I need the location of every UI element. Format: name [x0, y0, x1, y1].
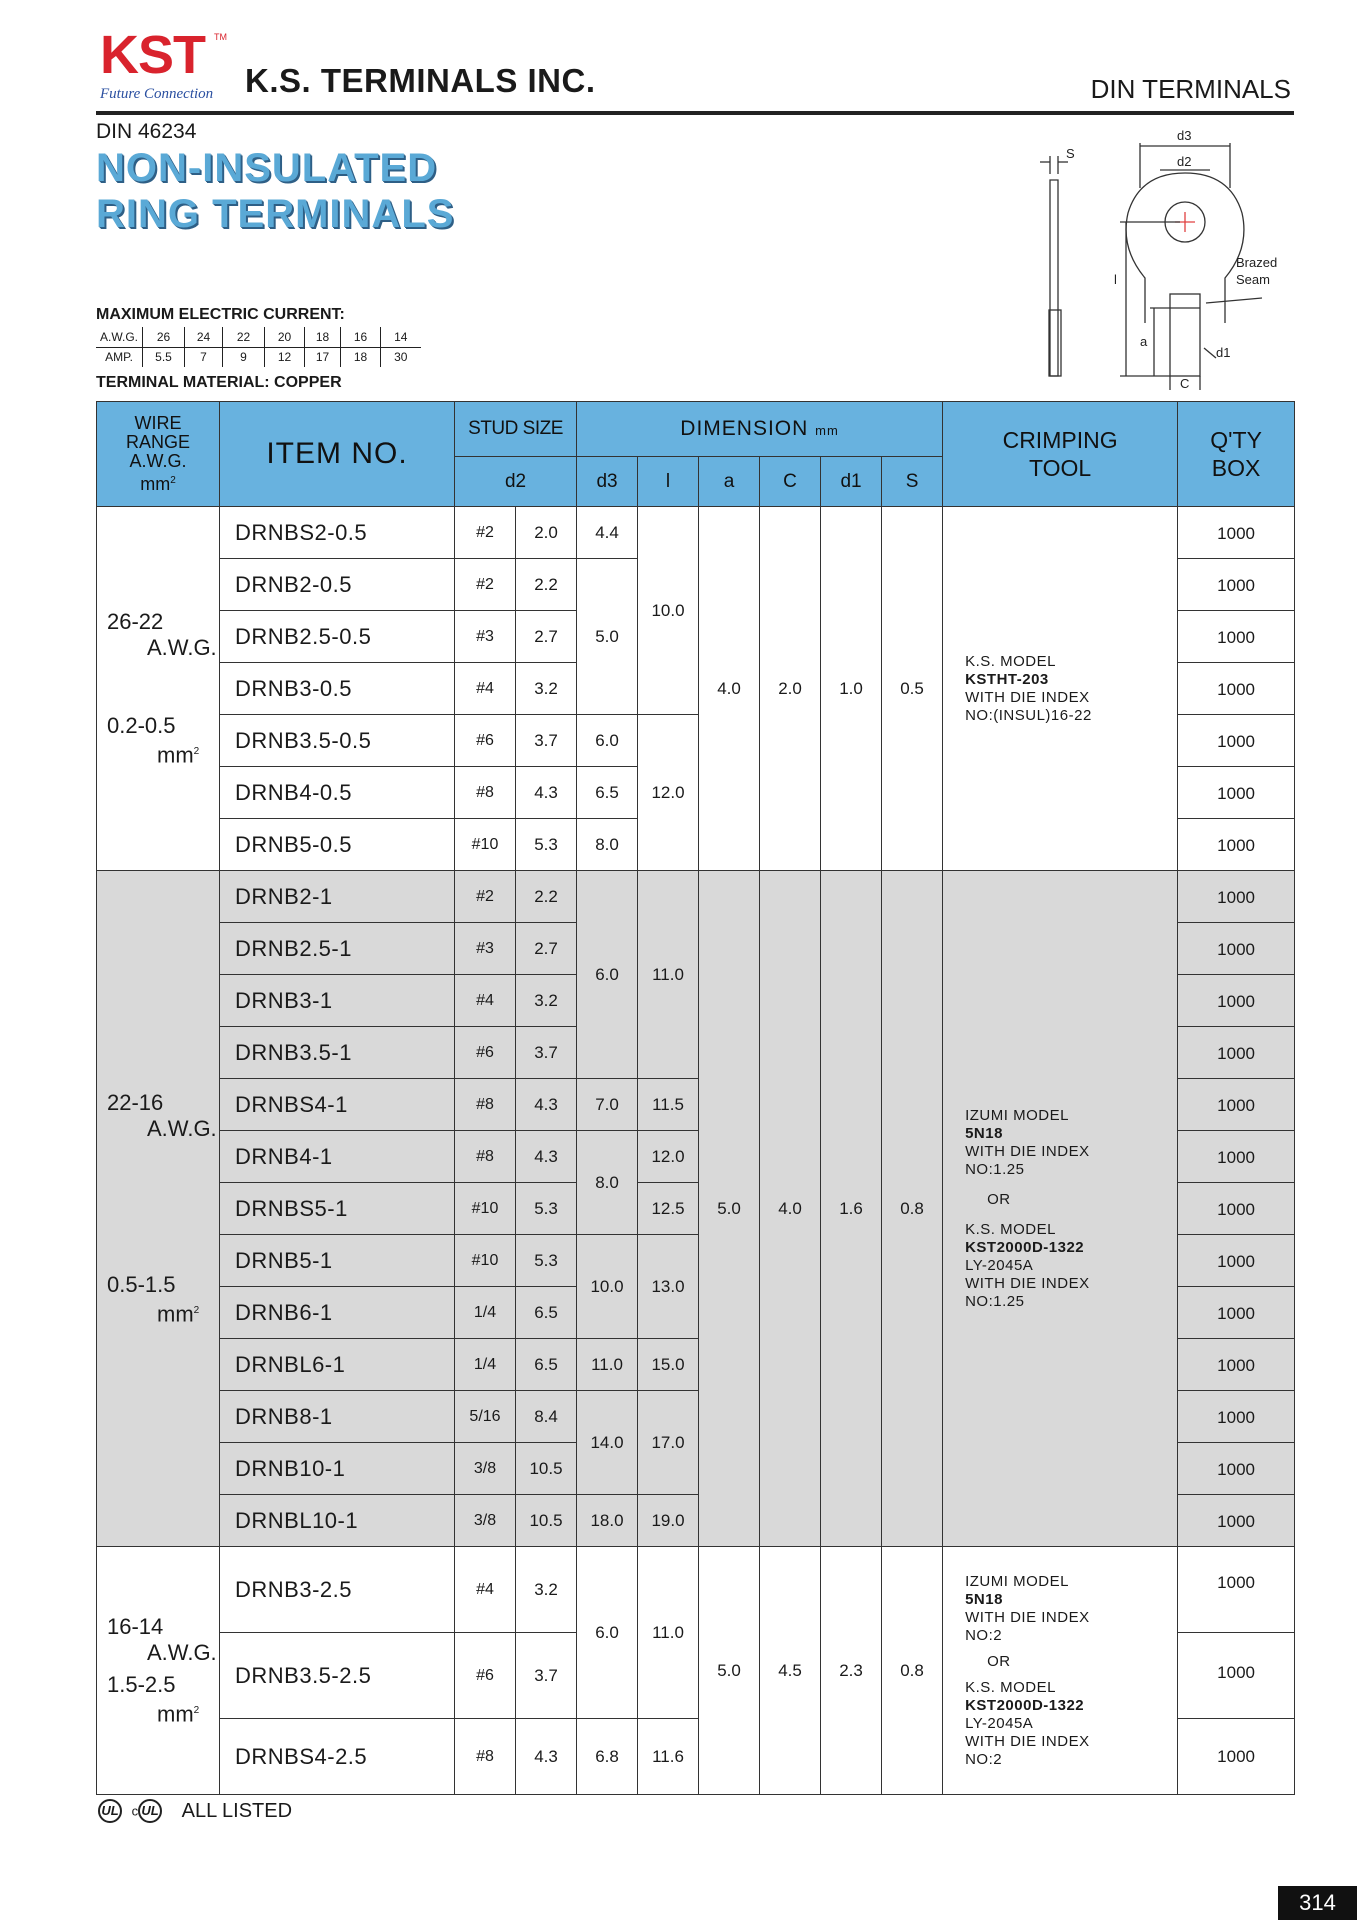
stud-size: #2 [455, 559, 516, 611]
awg-cell: 16 [341, 327, 381, 347]
c-value: 4.5 [760, 1547, 821, 1795]
tool-model: 5N18 [965, 1590, 1003, 1608]
stud-size: #4 [455, 1547, 516, 1633]
dim-l-label: l [1114, 272, 1117, 287]
qty-value: 1000 [1178, 1719, 1295, 1795]
tool-line: NO:1.25 [965, 1292, 1025, 1310]
qty-value: 1000 [1178, 1495, 1295, 1547]
qty-value: 1000 [1178, 1027, 1295, 1079]
item-no: DRNB5-0.5 [220, 819, 455, 871]
item-no: DRNB5-1 [220, 1235, 455, 1287]
d1-value: 1.0 [821, 507, 882, 871]
item-no: DRNBL10-1 [220, 1495, 455, 1547]
d3-value: 6.0 [577, 715, 638, 767]
wr-awg-unit: A.W.G. [147, 634, 217, 660]
dim-s-label: S [1066, 146, 1075, 161]
awg-cell: 22 [223, 327, 265, 347]
qty-value: 1000 [1178, 1079, 1295, 1131]
qty-value: 1000 [1178, 975, 1295, 1027]
title-line-1: NON-INSULATED [96, 146, 438, 190]
dim-d2-label: d2 [1177, 154, 1192, 169]
dim-d3-label: d3 [1177, 128, 1192, 143]
d3-value: 6.0 [577, 1547, 638, 1719]
l-value: 12.5 [638, 1183, 699, 1235]
item-no: DRNB3.5-0.5 [220, 715, 455, 767]
amp-cell: 30 [381, 347, 421, 367]
logo-text: KST [100, 25, 205, 85]
stud-size: #2 [455, 507, 516, 559]
all-listed-text: ALL LISTED [181, 1799, 293, 1822]
d2-value: 3.7 [516, 1633, 577, 1719]
l-value: 11.0 [638, 1547, 699, 1719]
current-table [96, 327, 421, 367]
d3-value: 14.0 [577, 1391, 638, 1495]
item-no: DRNB2.5-0.5 [220, 611, 455, 663]
stud-size: 3/8 [455, 1443, 516, 1495]
stud-size: #6 [455, 1027, 516, 1079]
stud-size: #8 [455, 1079, 516, 1131]
tool-line: WITH DIE INDEX [965, 688, 1090, 706]
d2-value: 2.7 [516, 923, 577, 975]
tool-model: KST2000D-1322 [965, 1238, 1085, 1256]
d2-value: 3.7 [516, 1027, 577, 1079]
tool-line: LY-2045A [965, 1714, 1034, 1732]
item-no: DRNB4-0.5 [220, 767, 455, 819]
s-header: S [882, 457, 943, 507]
wr-sup: 2 [193, 1304, 200, 1316]
awg-cell: 14 [381, 327, 421, 347]
wr-awg-unit: A.W.G. [147, 1639, 217, 1665]
d2-value: 5.3 [516, 1235, 577, 1287]
d2-value: 3.2 [516, 1547, 577, 1633]
qty-value: 1000 [1178, 715, 1295, 767]
table-row [97, 1547, 1295, 1633]
d1-value: 2.3 [821, 1547, 882, 1795]
d3-value: 5.0 [577, 559, 638, 715]
amp-cell: 7 [185, 347, 223, 367]
crimp-h-2: TOOL [1028, 455, 1092, 481]
l-value: 19.0 [638, 1495, 699, 1547]
wr-h-4: mm [140, 474, 171, 494]
wr-awg: 26-22 [107, 608, 164, 634]
d1-header: d1 [821, 457, 882, 507]
stud-size: #6 [455, 715, 516, 767]
item-no: DRNB8-1 [220, 1391, 455, 1443]
dimension-unit: mm [815, 423, 839, 438]
crimp-h-1: CRIMPING [1002, 427, 1118, 453]
d2-value: 2.2 [516, 871, 577, 923]
d2-header: d2 [455, 457, 577, 507]
wr-mm: 0.5-1.5 [107, 1271, 176, 1297]
qty-value: 1000 [1178, 507, 1295, 559]
logo-tagline: Future Connection [100, 86, 214, 102]
item-no: DRNB2.5-1 [220, 923, 455, 975]
d2-value: 3.2 [516, 663, 577, 715]
l-header: l [638, 457, 699, 507]
d2-value: 6.5 [516, 1287, 577, 1339]
tool-line: IZUMI MODEL [965, 1572, 1069, 1590]
stud-size: #8 [455, 1131, 516, 1183]
d2-value: 4.3 [516, 1719, 577, 1795]
max-current-label: MAXIMUM ELECTRIC CURRENT: [96, 306, 345, 323]
item-no: DRNB2-1 [220, 871, 455, 923]
crimping-tool-header [943, 402, 1178, 507]
item-no: DRNB3-0.5 [220, 663, 455, 715]
header-rule [96, 111, 1294, 115]
amp-cell: 17 [305, 347, 341, 367]
wr-h-3: A.W.G. [129, 451, 187, 471]
side-barrel [1049, 310, 1061, 376]
amp-cell: 18 [341, 347, 381, 367]
tool-or: OR [987, 1652, 1011, 1670]
brazed-label: Brazed [1236, 255, 1278, 270]
d2-value: 3.2 [516, 975, 577, 1027]
qty-value: 1000 [1178, 1183, 1295, 1235]
stud-size: #6 [455, 1633, 516, 1719]
tool-line: WITH DIE INDEX [965, 1608, 1090, 1626]
item-no: DRNB6-1 [220, 1287, 455, 1339]
d3-value: 8.0 [577, 819, 638, 871]
qty-value: 1000 [1178, 1131, 1295, 1183]
stud-size: #8 [455, 767, 516, 819]
d2-value: 3.7 [516, 715, 577, 767]
wire-range-cell [97, 507, 220, 871]
dimension-label: DIMENSION [680, 417, 809, 440]
c-value: 4.0 [760, 871, 821, 1547]
d2-value: 8.4 [516, 1391, 577, 1443]
d3-value: 7.0 [577, 1079, 638, 1131]
qty-value: 1000 [1178, 611, 1295, 663]
crimping-tool-cell [943, 871, 1178, 1547]
wr-mm-unit: mm [157, 1301, 194, 1327]
tool-line: IZUMI MODEL [965, 1106, 1069, 1124]
qty-value: 1000 [1178, 923, 1295, 975]
d2-value: 4.3 [516, 1131, 577, 1183]
d3-value: 6.8 [577, 1719, 638, 1795]
d3-value: 10.0 [577, 1235, 638, 1339]
d2-value: 2.2 [516, 559, 577, 611]
d3-value: 6.0 [577, 871, 638, 1079]
d3-value: 11.0 [577, 1339, 638, 1391]
dim-c-label: C [1180, 376, 1190, 390]
amp-cell: 12 [265, 347, 305, 367]
tool-line: K.S. MODEL [965, 1678, 1056, 1696]
d1-value: 1.6 [821, 871, 882, 1547]
tool-line: K.S. MODEL [965, 652, 1056, 670]
page-number: 314 [1278, 1886, 1357, 1920]
d2-value: 4.3 [516, 767, 577, 819]
d3-header: d3 [577, 457, 638, 507]
seam-label: Seam [1236, 272, 1270, 287]
tool-line: NO:2 [965, 1626, 1003, 1644]
wr-mm: 1.5-2.5 [107, 1671, 176, 1697]
awg-cell: 20 [265, 327, 305, 347]
qty-value: 1000 [1178, 663, 1295, 715]
barrel [1170, 294, 1200, 376]
wire-range-cell [97, 871, 220, 1547]
company-name: K.S. TERMINALS INC. [245, 62, 596, 99]
d3-value: 4.4 [577, 507, 638, 559]
qty-h-2: BOX [1211, 455, 1261, 481]
amp-cell: AMP. [105, 350, 133, 365]
wr-sup: 2 [193, 745, 200, 757]
qty-value: 1000 [1178, 1547, 1295, 1633]
stud-size-header: STUD SIZE [455, 402, 577, 457]
awg-cell: 26 [143, 327, 185, 347]
d2-value: 6.5 [516, 1339, 577, 1391]
item-no: DRNBS5-1 [220, 1183, 455, 1235]
wr-sup: 2 [193, 1704, 200, 1716]
item-no: DRNB10-1 [220, 1443, 455, 1495]
item-no: DRNBS4-2.5 [220, 1719, 455, 1795]
awg-cell: 18 [305, 327, 341, 347]
stud-size: #3 [455, 923, 516, 975]
amp-cell: 5.5 [143, 347, 185, 367]
d2-value: 4.3 [516, 1079, 577, 1131]
wr-h-2: RANGE [125, 432, 190, 452]
dimension-header [577, 402, 943, 457]
ul-icon: UL [98, 1799, 122, 1823]
l-value: 17.0 [638, 1391, 699, 1495]
tool-line: WITH DIE INDEX [965, 1142, 1090, 1160]
a-value: 5.0 [699, 871, 760, 1547]
spec-table [96, 401, 1295, 1795]
item-no: DRNBS2-0.5 [220, 507, 455, 559]
terminal-material: TERMINAL MATERIAL: COPPER [96, 374, 342, 391]
wire-range-cell [97, 1547, 220, 1795]
l-value: 11.5 [638, 1079, 699, 1131]
a-header: a [699, 457, 760, 507]
header-row-1 [97, 402, 1295, 457]
qty-value: 1000 [1178, 767, 1295, 819]
item-no: DRNB3.5-1 [220, 1027, 455, 1079]
s-value: 0.8 [882, 871, 943, 1547]
stud-size: #10 [455, 1235, 516, 1287]
tool-model: KST2000D-1322 [965, 1696, 1085, 1714]
dim-d1-label: d1 [1216, 345, 1231, 360]
d3-value: 8.0 [577, 1131, 638, 1235]
crimping-tool-cell [943, 507, 1178, 871]
qty-value: 1000 [1178, 559, 1295, 611]
d2-value: 5.3 [516, 819, 577, 871]
ul-listing [98, 1799, 292, 1823]
wire-range-header [97, 402, 220, 507]
l-value: 11.0 [638, 871, 699, 1079]
section-title: DIN TERMINALS [1090, 74, 1291, 104]
l-value: 10.0 [638, 507, 699, 715]
tool-line: NO:1.25 [965, 1160, 1025, 1178]
crimping-tool-cell [943, 1547, 1178, 1795]
tool-model: KSTHT-203 [965, 670, 1049, 688]
awg-cell: A.W.G. [96, 327, 143, 347]
wr-awg: 16-14 [107, 1613, 164, 1639]
wr-mm-unit: mm [157, 742, 194, 768]
wr-awg-unit: A.W.G. [147, 1115, 217, 1141]
stud-size: 5/16 [455, 1391, 516, 1443]
d3-value: 18.0 [577, 1495, 638, 1547]
stud-size: #8 [455, 1719, 516, 1795]
a-value: 4.0 [699, 507, 760, 871]
d2-value: 2.7 [516, 611, 577, 663]
tool-line: LY-2045A [965, 1256, 1034, 1274]
ring-terminal-diagram [1030, 128, 1300, 390]
stud-size: #4 [455, 975, 516, 1027]
tool-line: WITH DIE INDEX [965, 1732, 1090, 1750]
s-value: 0.8 [882, 1547, 943, 1795]
tool-line: NO:2 [965, 1750, 1003, 1768]
d2-value: 5.3 [516, 1183, 577, 1235]
wr-mm: 0.2-0.5 [107, 712, 176, 738]
ring-outline [1126, 173, 1244, 323]
tool-line: WITH DIE INDEX [965, 1274, 1090, 1292]
qty-h-1: Q'TY [1210, 427, 1262, 453]
tool-model: 5N18 [965, 1124, 1003, 1142]
stud-size: #10 [455, 1183, 516, 1235]
stud-size: 1/4 [455, 1339, 516, 1391]
din-standard: DIN 46234 [96, 120, 197, 143]
amp-row [96, 347, 421, 367]
table-row [97, 507, 1295, 559]
wr-awg: 22-16 [107, 1089, 164, 1115]
a-value: 5.0 [699, 1547, 760, 1795]
qty-box-header [1178, 402, 1295, 507]
cul-prefix: c [131, 1803, 139, 1819]
wr-h-sup: 2 [170, 475, 176, 486]
amp-cell: 9 [223, 347, 265, 367]
s-value: 0.5 [882, 507, 943, 871]
c-header: C [760, 457, 821, 507]
tool-line: K.S. MODEL [965, 1220, 1056, 1238]
table-row [97, 871, 1295, 923]
kst-logo [100, 25, 230, 102]
tool-line: NO:(INSUL)16-22 [965, 706, 1092, 724]
qty-value: 1000 [1178, 1443, 1295, 1495]
item-no: DRNBS4-1 [220, 1079, 455, 1131]
qty-value: 1000 [1178, 1235, 1295, 1287]
awg-cell: 24 [185, 327, 223, 347]
item-no-header: ITEM NO. [220, 402, 455, 507]
item-no: DRNB3.5-2.5 [220, 1633, 455, 1719]
stud-size: #2 [455, 871, 516, 923]
qty-value: 1000 [1178, 819, 1295, 871]
side-view [1050, 180, 1058, 376]
l-value: 11.6 [638, 1719, 699, 1795]
dim-a-label: a [1140, 334, 1148, 349]
d2-value: 2.0 [516, 507, 577, 559]
stud-size: 3/8 [455, 1495, 516, 1547]
qty-value: 1000 [1178, 871, 1295, 923]
cul-icon: UL [138, 1799, 162, 1823]
item-no: DRNB4-1 [220, 1131, 455, 1183]
stud-size: #10 [455, 819, 516, 871]
item-no: DRNB2-0.5 [220, 559, 455, 611]
l-value: 13.0 [638, 1235, 699, 1339]
wr-h-1: WIRE [134, 413, 182, 433]
stud-size: 1/4 [455, 1287, 516, 1339]
c-value: 2.0 [760, 507, 821, 871]
stud-size: #3 [455, 611, 516, 663]
l-value: 12.0 [638, 715, 699, 871]
item-no: DRNB3-1 [220, 975, 455, 1027]
d3-value: 6.5 [577, 767, 638, 819]
item-no: DRNBL6-1 [220, 1339, 455, 1391]
logo-tm: TM [214, 32, 227, 42]
awg-row [96, 327, 421, 347]
title-line-2: RING TERMINALS [96, 192, 455, 236]
d2-value: 10.5 [516, 1443, 577, 1495]
l-value: 15.0 [638, 1339, 699, 1391]
item-no: DRNB3-2.5 [220, 1547, 455, 1633]
qty-value: 1000 [1178, 1633, 1295, 1719]
qty-value: 1000 [1178, 1339, 1295, 1391]
tool-or: OR [987, 1190, 1011, 1208]
stud-size: #4 [455, 663, 516, 715]
l-value: 12.0 [638, 1131, 699, 1183]
qty-value: 1000 [1178, 1287, 1295, 1339]
qty-value: 1000 [1178, 1391, 1295, 1443]
wr-mm-unit: mm [157, 1701, 194, 1727]
d2-value: 10.5 [516, 1495, 577, 1547]
